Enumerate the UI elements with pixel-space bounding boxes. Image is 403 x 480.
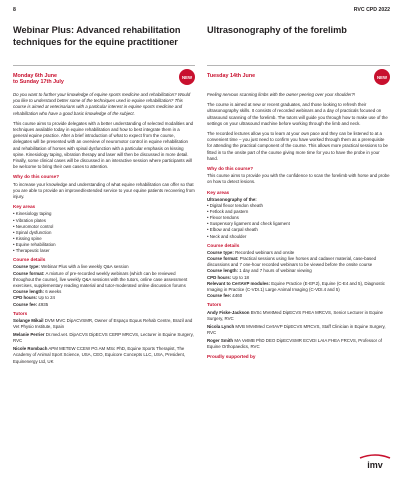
detail-label: Course format: <box>13 270 45 276</box>
detail-label: Course length: <box>13 289 44 295</box>
tutor-description: Dr.med.vet. DipACVS DipECVS CERP MRCVS, Lecturer in Equine Surgery, RVC <box>13 332 194 344</box>
list-item: • Neuromotor control <box>13 224 195 230</box>
course-title: Webinar Plus: Advanced rehabilitation techniques for the equine practitioner <box>13 25 195 66</box>
detail-label: Relevant to CertAVP modules: <box>207 280 271 286</box>
detail-label: CPD hours: <box>13 295 38 301</box>
detail-label: Course format: <box>207 256 239 262</box>
list-item: • Digital flexor tendon sheath <box>207 203 390 209</box>
tutor-name: Solange Mikail <box>13 317 44 323</box>
course-description-2: The recorded lectures allow you to learn at your own pace and they can be listened to at a convenient time – you just need to confirm you have worked through them as a prerequisite for attending the practical component of the course. This allows more practical sessions to be fitted in to the onsite part of the course giving more time for you to have the probe in your hand. <box>207 131 389 161</box>
detail-value: 1 day and 7 hours of webinar viewing <box>237 268 312 274</box>
logo-text: imv <box>367 460 383 470</box>
tutor-entry <box>13 346 195 364</box>
detail-value: Practical sessions using live horses and cadaver material, case-based discussions and 7 one-hour recorded webinars to be viewed before the onsite course <box>207 256 377 268</box>
section-heading-key-areas: Key areas <box>13 204 36 210</box>
webinar-plus-column <box>13 25 195 367</box>
list-item: • Spinal dysfunction <box>13 230 195 236</box>
tutor-entry <box>13 318 195 330</box>
detail-label: CPD hours: <box>207 274 232 280</box>
section-heading-tutors: Tutors <box>13 310 28 316</box>
ultrasonography-column <box>207 25 390 361</box>
new-badge: NEW <box>374 69 390 85</box>
course-details <box>13 264 195 307</box>
why-text: This course aims to provide you with the confidence to scan the forelimb with horse and probe on how to detect lesions. <box>207 173 390 185</box>
detail-row <box>207 293 390 299</box>
tutor-name: Nicola Lynch <box>207 323 235 329</box>
tutor-entry <box>207 338 390 350</box>
course-date: Monday 6th June to Sunday 17th July <box>13 73 64 86</box>
detail-label: Course fee: <box>13 301 38 307</box>
detail-value: £935 <box>37 301 49 307</box>
section-heading-key-areas: Key areas <box>207 189 230 195</box>
course-details <box>207 250 390 300</box>
detail-value: A mixture of pre-recorded weekly webinars (which can be reviewed throughout the course), live weekly Q&A sessions with the tutors, online case assessment exercises, supplementary reading material and tutor-moderated online discussion forums <box>13 270 188 288</box>
detail-label: Course length: <box>207 268 238 274</box>
section-heading-tutors: Tutors <box>207 302 222 308</box>
tutor-name: Melanie Perrier <box>13 332 45 338</box>
tutor-description: APM METEW CCEW PG AM MSc PhD, Equine Sports Therapist, The Academy of Animal Sport Science, USA, CEO, Equicore Concepts LLC, USA, President, Equinenergy Ltd, UK <box>13 346 186 364</box>
tutor-name: Nicole Rombach <box>13 346 48 352</box>
course-title: Ultrasonography of the forelimb <box>207 25 390 66</box>
list-item: • Fetlock and pastern <box>207 209 390 215</box>
detail-label: Course type: <box>207 249 234 255</box>
section-heading-course-details: Course details <box>207 242 240 248</box>
detail-row <box>207 281 390 293</box>
section-heading-why: Why do this course? <box>207 166 254 172</box>
list-item: • Vibration plates <box>13 218 195 224</box>
tutor-entry <box>207 324 390 336</box>
list-item: • Kissing spine <box>13 236 195 242</box>
tutor-name: Roger Smith <box>207 338 234 344</box>
imv-logo-graphic <box>358 452 392 470</box>
detail-row <box>13 271 195 290</box>
tutor-description: DVM MVC DipACVSMR, Owner of Espaço Equus Rehab Centre, Brazil and Vet Physio Institute, Spain <box>13 317 193 330</box>
key-areas-subheading: Ultrasonography of the: <box>207 196 257 202</box>
detail-row <box>207 256 390 268</box>
tutor-entry <box>207 310 390 322</box>
key-areas-list <box>207 203 390 240</box>
detail-label: Course type: <box>13 264 40 270</box>
detail-row <box>13 302 195 308</box>
page-header <box>13 7 390 17</box>
detail-value: Webinar Plus with a live weekly Q&A session <box>39 264 129 270</box>
list-item: • Kinesiology taping <box>13 211 195 217</box>
course-description: The course is aimed at new or recent graduates, and those looking to refresh their ultrasonography skills. It consists of recorded webinars and a day of practicals focused on ultrasound scanning of the forelimb. The tutors will guide you through how to make use of the settings on your ultrasound machine before working through the limb and neck. <box>207 102 388 126</box>
detail-value: Recorded webinars and onsite <box>233 249 295 255</box>
publication-title: RVC CPD 2022 <box>353 7 390 13</box>
tutor-name: Andy Fiske-Jackson <box>207 309 250 315</box>
section-heading-why: Why do this course? <box>13 174 60 180</box>
imv-logo <box>358 452 392 470</box>
sponsor-heading: Proudly supported by <box>207 354 256 360</box>
detail-value: Up to 18 <box>231 274 249 280</box>
section-heading-course-details: Course details <box>13 257 46 263</box>
list-item: • Equine rehabilitation <box>13 242 195 248</box>
list-item: • Therapeutic laser <box>13 248 195 254</box>
detail-value: £460 <box>231 293 243 299</box>
list-item: • Elbow and carpal sheath <box>207 227 390 233</box>
tutor-description: MA VetMB PhD DEO DipECVSMR ECVDI LAIA FHEA FRCVS, Professor of Equine Orthopaedics, RVC <box>207 338 382 350</box>
key-areas-list <box>13 211 195 254</box>
detail-label: Course fee: <box>207 293 232 299</box>
tutor-description: BVSc MVetMed DipECVS FHEA MRCVS, Senior Lecturer in Equine Surgery, RVC <box>207 309 383 321</box>
course-date: Tuesday 14th June <box>207 73 256 79</box>
detail-value: 6 weeks <box>43 289 62 295</box>
course-intro: Do you want to further your knowledge of equine sports medicine and rehabilitation? Would you like to understand better some of the techniques used in equine rehabilitation? This course is aimed at veterinarians with a particular interest in equine sports medicine and rehabilitation who have a good basic knowledge of the subject. <box>13 92 191 116</box>
why-text: To increase your knowledge and understanding of what equine rehabilitation can offer so that you are able to provide an improved/extended service to your equine patients recovering from injury. <box>13 181 195 200</box>
course-date-row <box>207 73 390 90</box>
tutor-entry <box>13 332 195 344</box>
list-item: • Flexor tendons <box>207 215 390 221</box>
list-item: • Neck and shoulder <box>207 234 390 240</box>
tutor-description: MVB MVetMed CertAVP DipECVS MRCVS, Staff Clinician in Equine Surgery, RVC <box>207 323 386 335</box>
course-intro: Feeling nervous scanning limbs with the owner peering over your shoulder?! <box>207 92 356 97</box>
page-number: 8 <box>13 7 16 13</box>
detail-value: Up to 24 <box>37 295 55 301</box>
list-item: • Suspensory ligament and check ligament <box>207 221 390 227</box>
detail-value: Equine Practice (E-EP.2), Equine (C-E4 and 5), Diagnostic Imaging in Practice (C-VDI.1) Large Animal Imaging (C-VDI.4 and 5) <box>207 280 385 293</box>
new-badge: NEW <box>179 69 195 85</box>
course-date-row <box>13 73 195 90</box>
course-description: This course aims to provide delegates with a better understanding of selected modalities and techniques available today in equine rehabilitation and how to best integrate them in a general equine practice. After a brief introduction of what to expect from the course, delegates will be presented with an overview of neuromotor control in equine rehabilitation and rehabilitation of horses with spinal dysfunction with a particular emphasis on kissing spine. Kinesiology taping, vibration therapy and laser will then be discussed in more detail. Finally, some clinical cases will be discussed in an interactive session where participants will be welcome to bring their own cases to attention. <box>13 120 194 170</box>
